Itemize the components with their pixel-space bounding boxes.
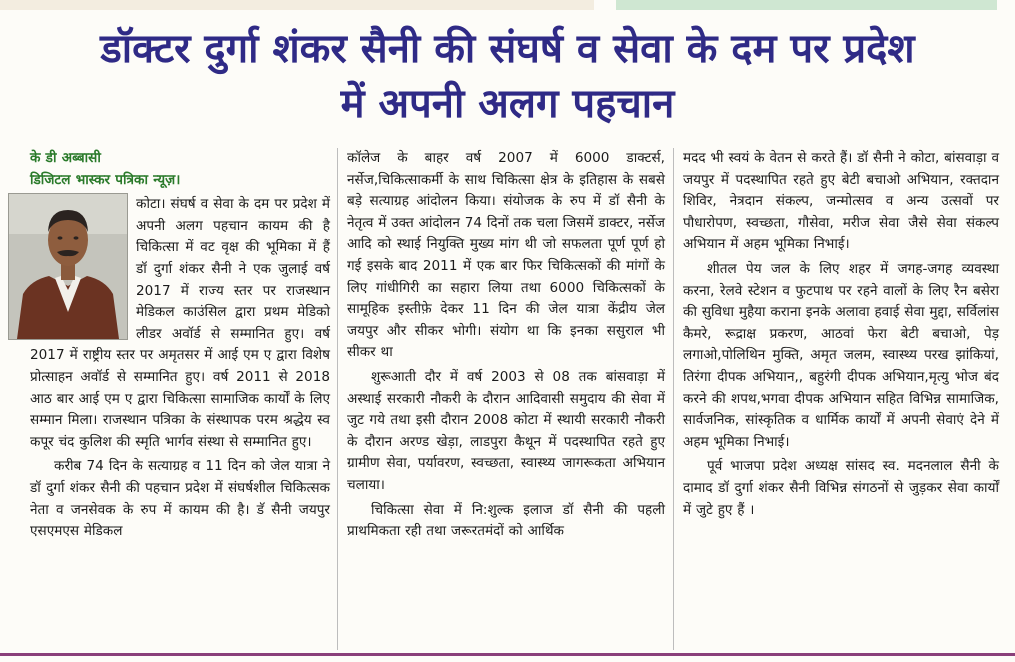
doctor-portrait-photo <box>8 193 128 340</box>
column-3-paragraph-1: मदद भी स्वयं के वेतन से करते हैं। डॉ सैनी ने कोटा, बांसवाड़ा व जयपुर में पदस्थापित रहते हुए बेटी बचाओ अभियान, रक्तदान शिविर, नेत्रदान संकल्प, जन्मोत्सव व अन्य उत्सवों पर पौधारोपण, स्वच्छता, गौसेवा, मरीज सेवा जैसे सेवा संकल्प अभियान में अहम भूमिका निभाई। <box>683 150 999 253</box>
column-2-paragraph-2: शुरूआती दौर में वर्ष 2003 से 08 तक बांसवाड़ा में अस्थाई सरकारी नौकरी के दौरान आदिवासी समुदाय की सेवा में जुट गये तथा इसी दौरान 2008 कोटा में स्थायी सरकारी नौकरी के दौरान अरण्ड खेड़ा, लाडपुरा कैथून में पदस्थापित रहते हुए ग्रामीण सेवा, पर्यावरण, स्वच्छता, स्वास्थ्य जागरूकता अभियान चलाया। <box>347 368 665 493</box>
headline-line-2: में अपनी अलग पहचान <box>340 81 675 127</box>
article-column-1 <box>30 148 330 543</box>
top-decor-bar-right <box>616 0 997 10</box>
bottom-border-rule <box>0 653 1015 656</box>
portrait-illustration <box>9 194 127 339</box>
headline <box>0 22 1015 132</box>
column-3-paragraph-2: शीतल पेय जल के लिए शहर में जगह-जगह व्यवस्था करना, रेलवे स्टेशन व फुटपाथ पर रहने वालों के लिए रैन बसेरा की सुविधा मुहैया कराना इनके अलावा हवाई सेवा मुद्दा, सर्विलांस कैमरे, रूद्राक्ष प्रकरण, आठवां फेरा बेटी बचाओ, पेड़ लगाओ,पोलिथिन मुक्ति, अमृत जलम, स्वास्थ्य परख झांकियां, तिरंगा दीपक अभियान,, बहुरंगी दीपक अभियान,मृत्यु भोज बंद करने की शपथ,भगवा दीपक अभियान सहित विभिन्न सामाजिक, सार्वजनिक, सांस्कृतिक व धार्मिक कार्यों में अपनी सेवाएं देने में अहम भूमिका निभाई। <box>683 260 999 450</box>
column-1-intro-paragraph: कोटा। संघर्ष व सेवा के दम पर प्रदेश में अपनी अलग पहचान कायम की है चिकित्सा में वट वृक्ष की भूमिका में हैं डॉ दुर्गा शंकर सैनी ने एक जुलाई वर्ष 2017 में राज्य स्तर पर राजस्थान मेडिकल काउंसिल द्वारा प्रथम मेडिको लीडर अवॉर्ड से सम्मानित हुए। वर्ष 2017 में राष्ट्रीय स्तर पर अमृतसर में आई एम ए द्वारा विशेष प्रोत्साहन अवॉर्ड से सम्मानित हुए। वर्ष 2011 से 2018 आठ बार आई एम ए द्वारा चिकित्सा सामाजिक कार्यों के लिए सम्मान मिला। राजस्थान पत्रिका के संस्थापक परम श्रद्धेय स्व कपूर चंद कुलिश की स्मृति भार्गव संस्था से सम्मानित हुए। <box>30 196 330 450</box>
column-3-paragraph-3: पूर्व भाजपा प्रदेश अध्यक्ष सांसद स्व. मदनलाल सैनी के दामाद डॉ दुर्गा शंकर सैनी विभिन्न संगठनों से जुड़कर सेवा कार्यों में जुटे हुए हैं । <box>683 458 999 518</box>
column-2-paragraph-1: कॉलेज के बाहर वर्ष 2007 में 6000 डाक्टर्स, नर्सेज,चिकित्साकर्मी के साथ चिकित्सा क्षेत्र के इतिहास के सबसे बड़े सत्याग्रह आंदोलन किया। संयोजक के रुप में डॉ सैनी के नेतृत्व में उक्त आंदोलन 74 दिनों तक चला जिसमें डाक्टर, नर्सेज आदि को स्थाई नियुक्ति मुख्य मांग थी जो सफलता पूर्ण पूर्ण हो गई इसके बाद 2011 में एक बार फिर चिकित्सकों की मांगों के लिए गांधीगिरी का सहारा लिया तथा 6000 चिकित्सकों के सामूहिक इस्तीफ़े देकर 11 दिन की जेल यात्रा केंद्रीय जेल जयपुर और सीकर भोगी। संयोग था कि इनका ससुराल भी सीकर था <box>347 150 666 361</box>
top-decor-bar-left <box>0 0 594 10</box>
column-2-paragraph-3: चिकित्सा सेवा में नि:शुल्क इलाज डॉ सैनी की पहली प्राथमिकता रही तथा जरूरतमंदों को आर्थिक <box>347 501 665 540</box>
news-outlet: डिजिटल भास्कर पत्रिका न्यूज़। <box>30 171 181 188</box>
author-name: के डी अब्बासी <box>30 150 101 166</box>
headline-line-1: डॉक्टर दुर्गा शंकर सैनी की संघर्ष व सेवा के दम पर प्रदेश <box>100 26 915 72</box>
column-1-paragraph-2: करीब 74 दिन के सत्याग्रह व 11 दिन को जेल यात्रा ने डॉ दुर्गा शंकर सैनी की पहचान प्रदेश में संघर्षशील चिकित्सक नेता व जनसेवक के रुप में कायम की है। डॅ सैनी जयपुर एसएमएस मेडिकल <box>30 458 330 540</box>
article-column-3 <box>683 148 999 521</box>
column-divider-1 <box>337 148 338 650</box>
column-divider-2 <box>673 148 674 650</box>
article-column-2 <box>347 148 665 543</box>
